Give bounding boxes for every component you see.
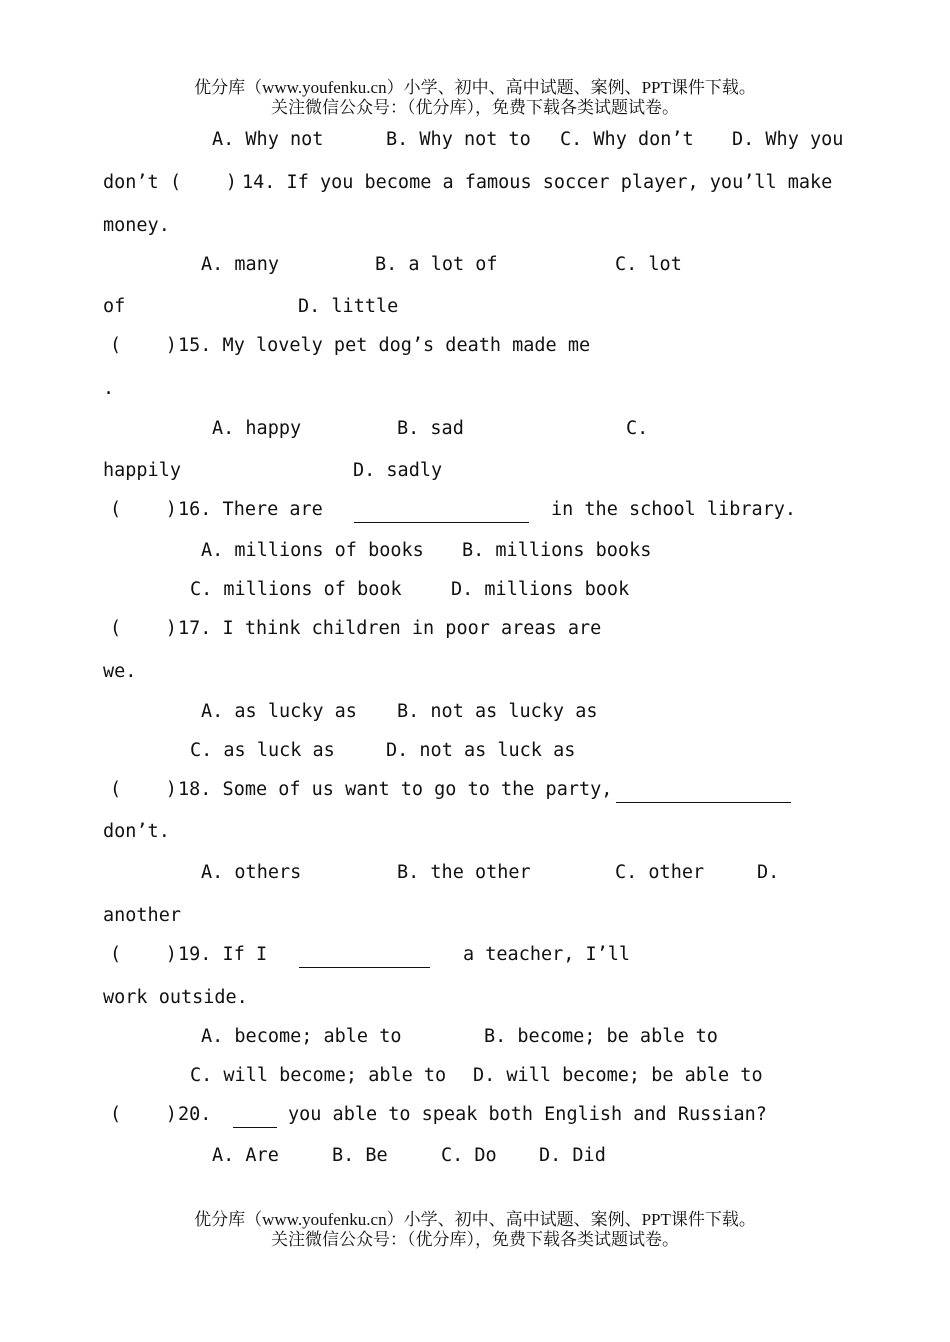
q14-answer-paren: ( ) (170, 172, 237, 193)
q17-option-d: D. not as luck as (386, 740, 576, 761)
q20-option-a: A. Are (212, 1145, 279, 1166)
q16-stem: 16. There are (178, 499, 323, 520)
q17-stem-continued: we. (103, 661, 137, 682)
q13-option-c: C. Why don’t (560, 129, 694, 150)
q20-stem-end: you able to speak both English and Russian? (288, 1104, 767, 1125)
q17-option-b: B. not as lucky as (397, 701, 598, 722)
header-line-1: 优分库（www.youfenku.cn）小学、初中、高中试题、案例、PPT课件下载。 (194, 78, 756, 97)
q18-option-a: A. others (201, 862, 302, 883)
q19-option-b: B. become; be able to (484, 1026, 718, 1047)
q19-stem-end: a teacher, I’ll (463, 944, 631, 965)
q18-option-d: D. (757, 862, 780, 883)
q14-stem: 14. If you become a famous soccer player, you’ll make (242, 172, 833, 193)
q14-option-c: C. lot (615, 254, 682, 275)
q18-option-c: C. other (615, 862, 705, 883)
q16-option-c: C. millions of book (190, 579, 402, 600)
q19-option-c: C. will become; able to (190, 1065, 447, 1086)
q15-stem-continued: . (103, 378, 115, 399)
q19-answer-paren: ( ) (110, 944, 177, 965)
q20-stem: 20. (178, 1104, 212, 1125)
q18-stem-continued: don’t. (103, 821, 170, 842)
q20-option-c: C. Do (441, 1145, 497, 1166)
q20-blank (233, 1102, 277, 1128)
q17-option-c: C. as luck as (190, 740, 335, 761)
q14-option-d: D. little (298, 296, 399, 317)
q15-option-b: B. sad (397, 418, 464, 439)
header-line-2: 关注微信公众号：（优分库），免费下载各类试题试卷。 (271, 98, 679, 117)
q14-option-b: B. a lot of (375, 254, 498, 275)
q19-blank (299, 942, 430, 968)
q18-option-b: B. the other (397, 862, 531, 883)
q18-blank (616, 777, 791, 803)
q18-answer-paren: ( ) (110, 779, 177, 800)
q17-stem: 17. I think children in poor areas are (178, 618, 602, 639)
q13-option-d: D. Why you (732, 129, 844, 150)
q18-stem: 18. Some of us want to go to the party, (178, 779, 613, 800)
q15-option-c-continued: happily (103, 460, 181, 481)
q18-option-d-continued: another (103, 905, 181, 926)
q16-blank (354, 497, 529, 523)
q20-option-b: B. Be (332, 1145, 388, 1166)
q16-answer-paren: ( ) (110, 499, 177, 520)
q13-option-d-continued: don’t (103, 172, 159, 193)
footer-line-1: 优分库（www.youfenku.cn）小学、初中、高中试题、案例、PPT课件下载。 (194, 1210, 756, 1229)
q13-option-a: A. Why not (212, 129, 324, 150)
q15-option-a: A. happy (212, 418, 302, 439)
q15-option-c: C. (626, 418, 649, 439)
q19-stem: 19. If I (178, 944, 268, 965)
q19-stem-continued: work outside. (103, 987, 248, 1008)
q16-option-a: A. millions of books (201, 540, 424, 561)
q14-option-a: A. many (201, 254, 279, 275)
q19-option-a: A. become; able to (201, 1026, 402, 1047)
q15-answer-paren: ( ) (110, 335, 177, 356)
q19-option-d: D. will become; be able to (473, 1065, 763, 1086)
q15-option-d: D. sadly (353, 460, 443, 481)
q17-option-a: A. as lucky as (201, 701, 357, 722)
q20-answer-paren: ( ) (110, 1104, 177, 1125)
q16-option-b: B. millions books (462, 540, 652, 561)
q17-answer-paren: ( ) (110, 618, 177, 639)
footer-line-2: 关注微信公众号：（优分库），免费下载各类试题试卷。 (271, 1230, 679, 1249)
q16-option-d: D. millions book (451, 579, 630, 600)
q20-option-d: D. Did (539, 1145, 606, 1166)
q13-option-b: B. Why not to (386, 129, 531, 150)
q14-option-c-continued: of (103, 296, 126, 317)
q14-stem-continued: money. (103, 215, 170, 236)
q16-stem-end: in the school library. (551, 499, 797, 520)
q15-stem: 15. My lovely pet dog’s death made me (178, 335, 591, 356)
